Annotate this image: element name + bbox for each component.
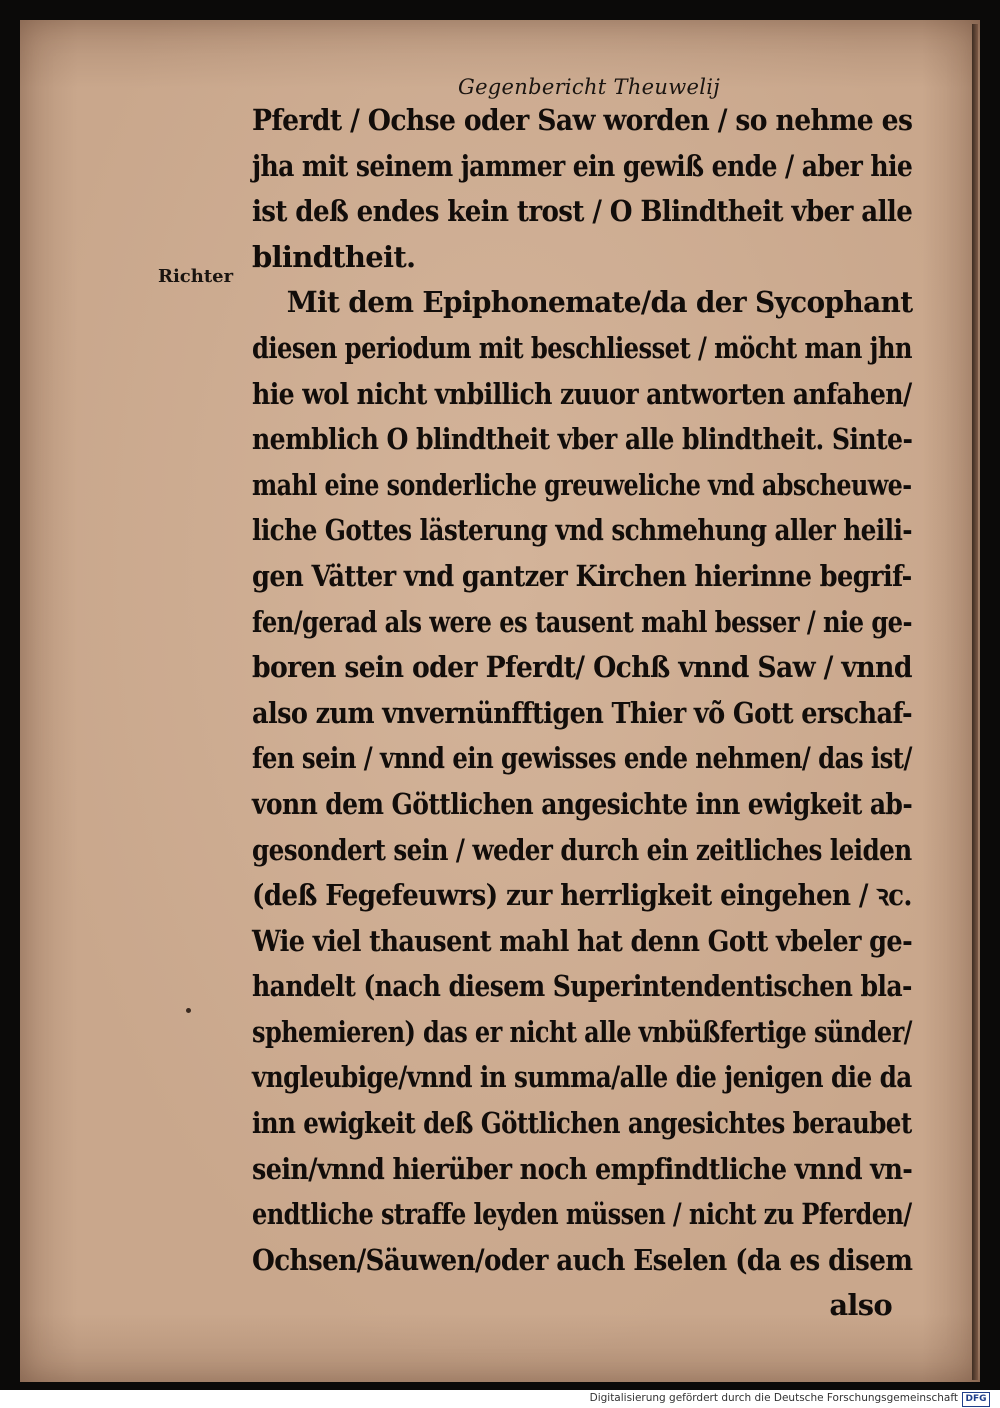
text-line: gen Vätter vnd gantzer Kirchen hierinne begrif- — [252, 558, 912, 593]
text-line: jha mit seinem jammer ein gewiß ende / aber hie — [252, 148, 913, 183]
text-line: fen/gerad als were es tausent mahl besser / nie ge- — [252, 604, 912, 639]
catchword: also — [829, 1288, 892, 1323]
text-line: inn ewigkeit deß Göttlichen angesichtes beraubet — [252, 1106, 912, 1141]
body-text — [252, 98, 912, 1329]
text-line: (deß Fegefeuwrs) zur herrligkeit eingehen / ꝛc. — [252, 878, 912, 913]
text-line: vngleubige/vnnd in summa/alle die jenigen die da — [252, 1060, 912, 1095]
ink-speck — [186, 1008, 191, 1013]
footer-credit: Digitalisierung gefördert durch die Deutsche Forschungsgemeinschaft — [589, 1392, 958, 1404]
text-line: boren sein oder Pferdt/ Ochß vnnd Saw / vnnd — [252, 650, 912, 685]
text-line: also zum vnvernünfftigen Thier võ Gott erschaf- — [252, 695, 912, 730]
text-line: Mit dem Epiphonemate/da der Sycophant — [286, 285, 913, 320]
text-line: ist deß endes kein trost / O Blindtheit vber alle — [252, 194, 913, 229]
text-line: diesen periodum mit beschliesset / möcht man jhn — [252, 330, 912, 365]
page-edge — [972, 24, 978, 1380]
margin-note: Richter — [158, 266, 234, 287]
text-line: nemblich O blindtheit vber alle blindtheit. Sinte- — [252, 422, 913, 457]
text-line: sphemieren) das er nicht alle vnbüßfertige sünder/ — [252, 1014, 912, 1049]
text-line: sein/vnnd hierüber noch empfindtliche vnnd vn- — [252, 1151, 913, 1186]
text-line: Ochsen/Säuwen/oder auch Eselen (da es disem — [252, 1242, 913, 1277]
text-line: gesondert sein / weder durch ein zeitliches leiden — [252, 832, 912, 867]
text-line: blindtheit. — [252, 239, 416, 274]
text-line: Pferdt / Ochse oder Saw worden / so nehme es — [252, 103, 913, 137]
running-head: Gegenbericht Theuwelij — [458, 75, 721, 99]
text-line: Wie viel thausent mahl hat denn Gott vbeler ge- — [252, 923, 913, 958]
text-line: fen sein / vnnd ein gewisses ende nehmen/ das ist/ — [252, 741, 912, 776]
text-line: endtliche straffe leyden müssen / nicht zu Pferden/ — [252, 1197, 912, 1232]
text-line: hie wol nicht vnbillich zuuor antworten anfahen/ — [252, 376, 912, 411]
text-line: handelt (nach diesem Superintendentischen bla- — [252, 969, 912, 1004]
text-line: vonn dem Göttlichen angesichte inn ewigkeit ab- — [252, 786, 913, 821]
text-line: mahl eine sonderliche greuweliche vnd abscheuwe- — [252, 467, 912, 502]
dfg-logo: DFG — [962, 1392, 990, 1407]
text-line: liche Gottes lästerung vnd schmehung aller heili- — [252, 513, 912, 548]
